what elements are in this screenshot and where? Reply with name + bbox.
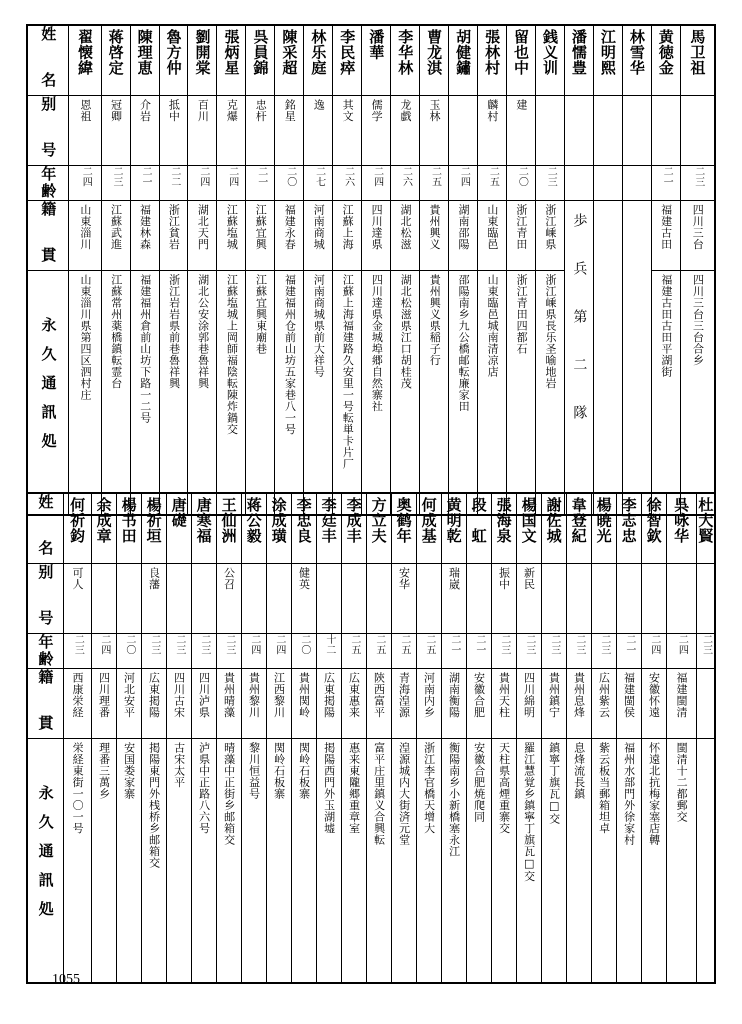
cell-name-b9: 李忠良 xyxy=(291,493,316,564)
cell-origin-b10: 広東掲陽 xyxy=(316,669,341,739)
cell-origin-5: 江蘇塩城 xyxy=(217,201,246,271)
cell-age-b5: 二三 xyxy=(191,634,216,669)
cell-age-5: 二四 xyxy=(217,166,246,201)
cell-address-6: 江蘇宜興東廟巷 xyxy=(246,271,275,515)
cell-alias-b16 xyxy=(466,564,491,634)
cell-origin-b2: 河北安平 xyxy=(116,669,141,739)
cell-name-4: 劉開棠 xyxy=(188,25,217,96)
cell-address-3: 浙江岩岩県前巷魯祥興 xyxy=(159,271,188,515)
cell-name-11: 李华林 xyxy=(391,25,420,96)
cell-age-2: 二一 xyxy=(130,166,159,201)
cell-name-b0: 何祈鈞 xyxy=(63,493,91,564)
cell-address-b18: 羅江慧覚乡鎮寧丁旗瓦□交 xyxy=(516,739,541,983)
header-origin: 籍 貫 xyxy=(27,669,63,739)
header-alias: 别 号 xyxy=(27,564,63,634)
cell-age-b24: 二四 xyxy=(666,634,696,669)
cell-name-14: 張林村 xyxy=(478,25,507,96)
cell-address-2: 福建福州倉前山坊下路一二号 xyxy=(130,271,159,515)
cell-address-21: 四川三台三台合乡 xyxy=(680,271,715,515)
cell-alias-10: 儒学 xyxy=(362,96,391,166)
cell-name-b6: 王仙洲 xyxy=(216,493,241,564)
cell-address-b20: 息烽流長鎮 xyxy=(566,739,591,983)
cell-origin-8: 河南商城 xyxy=(304,201,333,271)
table-row-address xyxy=(27,739,715,983)
cell-address-20: 福建古田古田平湖街 xyxy=(651,271,680,515)
cell-origin-b3: 広東掲陽 xyxy=(141,669,166,739)
cell-origin-b11: 広東惠来 xyxy=(341,669,366,739)
cell-age-b21: 二三 xyxy=(591,634,616,669)
cell-address-14: 山東臨邑城南清凉店 xyxy=(478,271,507,515)
cell-address-b0: 栄経東街一〇一号 xyxy=(63,739,91,983)
cell-age-16: 二三 xyxy=(535,166,564,201)
cell-age-b2: 二〇 xyxy=(116,634,141,669)
cell-origin-b12: 陝西富平 xyxy=(366,669,391,739)
cell-age-9: 二六 xyxy=(333,166,362,201)
cell-address-8: 河南商城県前大祥号 xyxy=(304,271,333,515)
header-origin: 籍 貫 xyxy=(27,201,69,271)
cell-alias-4: 百川 xyxy=(188,96,217,166)
cell-name-12: 曹龙淇 xyxy=(420,25,449,96)
cell-alias-12: 玉林 xyxy=(420,96,449,166)
cell-origin-21: 四川三台 xyxy=(680,201,715,271)
cell-address-b5: 泸県中正路八六号 xyxy=(191,739,216,983)
cell-name-3: 魯方仲 xyxy=(159,25,188,96)
cell-name-b19: 謝佐城 xyxy=(541,493,566,564)
cell-address-b9: 関岭石板寨 xyxy=(291,739,316,983)
cell-alias-7: 銘星 xyxy=(275,96,304,166)
cell-origin-b25 xyxy=(696,669,715,739)
cell-age-b7: 二四 xyxy=(241,634,266,669)
cell-address-b24: 閩清十二都郵交 xyxy=(666,739,696,983)
cell-origin-2: 福建林森 xyxy=(130,201,159,271)
cell-name-b8: 涂成璜 xyxy=(266,493,291,564)
cell-origin-b22: 福建閩侯 xyxy=(616,669,641,739)
cell-age-12: 二五 xyxy=(420,166,449,201)
header-name: 姓 名 xyxy=(27,25,69,96)
table-row-age xyxy=(27,634,715,669)
cell-address-b2: 安国娄家寨 xyxy=(116,739,141,983)
cell-alias-15: 建 xyxy=(506,96,535,166)
cell-origin-b4: 四川古宋 xyxy=(166,669,191,739)
cell-origin-b7: 貴州黎川 xyxy=(241,669,266,739)
cell-origin-15: 浙江青田 xyxy=(506,201,535,271)
table-row-alias xyxy=(27,96,715,166)
merged-unit-note-17: 歩 兵 第 二 隊 xyxy=(564,201,593,515)
cell-name-b24: 呉咏华 xyxy=(666,493,696,564)
cell-alias-14: 麟村 xyxy=(478,96,507,166)
cell-name-21: 馬卫祖 xyxy=(680,25,715,96)
cell-address-b12: 富平庄里鎮义合興転 xyxy=(366,739,391,983)
cell-address-9: 江蘇上海福建路久安里一号転単卡片厂 xyxy=(333,271,362,515)
cell-alias-b7 xyxy=(241,564,266,634)
cell-origin-3: 浙江貧岩 xyxy=(159,201,188,271)
cell-name-b22: 李志忠 xyxy=(616,493,641,564)
table-row-age xyxy=(27,166,715,201)
cell-origin-b24: 福建閩清 xyxy=(666,669,696,739)
cell-age-b0: 二三 xyxy=(63,634,91,669)
cell-name-b1: 余成章 xyxy=(91,493,116,564)
cell-origin-b5: 四川泸県 xyxy=(191,669,216,739)
cell-origin-12: 貴州興义 xyxy=(420,201,449,271)
table-row-origin xyxy=(27,669,715,739)
cell-origin-0: 山東淄川 xyxy=(69,201,101,271)
cell-age-21: 二三 xyxy=(680,166,715,201)
table-row-alias xyxy=(27,564,715,634)
header-address: 永久通訊処 xyxy=(27,271,69,515)
cell-alias-9: 其文 xyxy=(333,96,362,166)
cell-age-18 xyxy=(593,166,622,201)
cell-age-b19: 二三 xyxy=(541,634,566,669)
header-age: 年齢 xyxy=(27,634,63,669)
cell-name-10: 潘華 xyxy=(362,25,391,96)
cell-origin-14: 山東臨邑 xyxy=(478,201,507,271)
cell-address-4: 湖北公安涂郭巷魯祥興 xyxy=(188,271,217,515)
cell-alias-b6: 公召 xyxy=(216,564,241,634)
cell-alias-b9: 健英 xyxy=(291,564,316,634)
cell-alias-b8 xyxy=(266,564,291,634)
cell-address-15: 浙江青田四都石 xyxy=(506,271,535,515)
cell-age-0: 二四 xyxy=(69,166,101,201)
cell-age-b14: 二五 xyxy=(416,634,441,669)
cell-origin-4: 湖北天門 xyxy=(188,201,217,271)
cell-name-b11: 李成丰 xyxy=(341,493,366,564)
cell-age-7: 二〇 xyxy=(275,166,304,201)
cell-name-2: 陳理恵 xyxy=(130,25,159,96)
table-row-name xyxy=(27,493,715,564)
cell-age-b6: 二三 xyxy=(216,634,241,669)
cell-name-b4: 唐礎 xyxy=(166,493,191,564)
cell-alias-b21 xyxy=(591,564,616,634)
cell-alias-b1 xyxy=(91,564,116,634)
header-alias: 别 号 xyxy=(27,96,69,166)
cell-alias-b25 xyxy=(696,564,715,634)
cell-address-b7: 黎川恒益号 xyxy=(241,739,266,983)
cell-name-0: 翟懐緯 xyxy=(69,25,101,96)
cell-name-b17: 張海泉 xyxy=(491,493,516,564)
cell-alias-b19 xyxy=(541,564,566,634)
cell-name-5: 張炳星 xyxy=(217,25,246,96)
header-address: 永久通訊処 xyxy=(27,739,63,983)
cell-address-5: 江蘇塩城上岡師福陰転陳炸鍋交 xyxy=(217,271,246,515)
cell-age-8: 二七 xyxy=(304,166,333,201)
page-number: 1055 xyxy=(52,972,80,987)
cell-address-b4: 古宋太平 xyxy=(166,739,191,983)
cell-origin-b18: 四川綿明 xyxy=(516,669,541,739)
cell-age-b18: 二三 xyxy=(516,634,541,669)
cell-address-b11: 惠来東隴郷重章室 xyxy=(341,739,366,983)
cell-name-19: 林雪华 xyxy=(622,25,651,96)
cell-alias-1: 冠卿 xyxy=(101,96,130,166)
cell-age-b9: 二〇 xyxy=(291,634,316,669)
cell-address-b17: 天柱県高煙重寨交 xyxy=(491,739,516,983)
cell-origin-b19: 貴州鎮宁 xyxy=(541,669,566,739)
cell-address-b10: 掲陽西門外玉湖墟 xyxy=(316,739,341,983)
header-name: 姓 名 xyxy=(27,493,63,564)
cell-name-b20: 韋登紀 xyxy=(566,493,591,564)
cell-alias-13 xyxy=(449,96,478,166)
cell-age-19 xyxy=(622,166,651,201)
cell-address-b22: 福州水部門外徐家村 xyxy=(616,739,641,983)
cell-age-b22: 二一 xyxy=(616,634,641,669)
cell-name-16: 銭义训 xyxy=(535,25,564,96)
cell-name-9: 李民瘁 xyxy=(333,25,362,96)
cell-origin-20: 福建古田 xyxy=(651,201,680,271)
cell-alias-b24 xyxy=(666,564,696,634)
cell-name-18: 江明熙 xyxy=(593,25,622,96)
cell-alias-b5 xyxy=(191,564,216,634)
cell-alias-20 xyxy=(651,96,680,166)
cell-origin-11: 湖北松滋 xyxy=(391,201,420,271)
cell-name-b23: 徐智欽 xyxy=(641,493,666,564)
cell-address-b19: 鎮寧丁旗瓦□交 xyxy=(541,739,566,983)
cell-alias-5: 克爆 xyxy=(217,96,246,166)
cell-alias-6: 忠杆 xyxy=(246,96,275,166)
cell-age-1: 二三 xyxy=(101,166,130,201)
cell-age-b11: 二五 xyxy=(341,634,366,669)
cell-origin-9: 江蘇上海 xyxy=(333,201,362,271)
cell-name-b21: 楊暁光 xyxy=(591,493,616,564)
cell-name-20: 黄徳金 xyxy=(651,25,680,96)
cell-origin-b1: 四川理番 xyxy=(91,669,116,739)
cell-name-17: 潘懦豊 xyxy=(564,25,593,96)
cell-address-b13: 湟源城内大街済元堂 xyxy=(391,739,416,983)
cell-origin-b16: 安徽合肥 xyxy=(466,669,491,739)
table-row-name xyxy=(27,25,715,96)
cell-name-8: 林乐庭 xyxy=(304,25,333,96)
cell-origin-6: 江蘇宜興 xyxy=(246,201,275,271)
cell-address-b8: 関岭石板寨 xyxy=(266,739,291,983)
cell-age-15: 二〇 xyxy=(506,166,535,201)
cell-alias-b23 xyxy=(641,564,666,634)
cell-address-16: 浙江嵊県長乐圣喻地岩 xyxy=(535,271,564,515)
cell-age-11: 二六 xyxy=(391,166,420,201)
cell-address-b1: 理番三萬乡 xyxy=(91,739,116,983)
cell-address-1: 江蘇常州薬橋鎮転霊台 xyxy=(101,271,130,515)
cell-name-b12: 方立夫 xyxy=(366,493,391,564)
cell-age-13: 二四 xyxy=(449,166,478,201)
cell-address-b16: 安徽合肥焼爬同 xyxy=(466,739,491,983)
cell-alias-b13: 安华 xyxy=(391,564,416,634)
cell-origin-b23: 安徽怀遠 xyxy=(641,669,666,739)
cell-origin-b15: 湖南衡陽 xyxy=(441,669,466,739)
merged-blank-19 xyxy=(622,201,651,515)
cell-address-b14: 浙江李官橋天增大 xyxy=(416,739,441,983)
cell-address-b6: 晴藻中正街乡邮箱交 xyxy=(216,739,241,983)
cell-age-14: 二五 xyxy=(478,166,507,201)
cell-alias-b14 xyxy=(416,564,441,634)
cell-name-7: 陳采超 xyxy=(275,25,304,96)
cell-origin-b21: 広州紫云 xyxy=(591,669,616,739)
cell-alias-b17: 振中 xyxy=(491,564,516,634)
cell-age-20: 二一 xyxy=(651,166,680,201)
roster-table-top xyxy=(26,24,716,516)
cell-origin-1: 江蘇武進 xyxy=(101,201,130,271)
cell-alias-17 xyxy=(564,96,593,166)
cell-age-b20: 二三 xyxy=(566,634,591,669)
cell-alias-b11 xyxy=(341,564,366,634)
cell-address-b21: 紫云板当郵箱坦卓 xyxy=(591,739,616,983)
cell-age-b12: 二五 xyxy=(366,634,391,669)
table-row-origin xyxy=(27,201,715,271)
cell-age-10: 二四 xyxy=(362,166,391,201)
cell-address-b25 xyxy=(696,739,715,983)
cell-name-b13: 奥鹤年 xyxy=(391,493,416,564)
cell-address-0: 山東淄川県第四区泗村庄 xyxy=(69,271,101,515)
cell-alias-b22 xyxy=(616,564,641,634)
cell-age-4: 二四 xyxy=(188,166,217,201)
cell-alias-b2 xyxy=(116,564,141,634)
cell-origin-16: 浙江嵊県 xyxy=(535,201,564,271)
cell-name-b15: 黄明乾 xyxy=(441,493,466,564)
cell-alias-2: 介岩 xyxy=(130,96,159,166)
cell-origin-10: 四川達県 xyxy=(362,201,391,271)
cell-origin-b17: 貴州天柱 xyxy=(491,669,516,739)
cell-origin-b13: 青海湟源 xyxy=(391,669,416,739)
cell-origin-b8: 江西黎川 xyxy=(266,669,291,739)
cell-age-3: 二二 xyxy=(159,166,188,201)
cell-name-b18: 楊国文 xyxy=(516,493,541,564)
cell-name-b25: 杜大賢 xyxy=(696,493,715,564)
cell-address-11: 湖北松滋県江口胡桂茂 xyxy=(391,271,420,515)
cell-name-b5: 唐寒福 xyxy=(191,493,216,564)
cell-alias-b0: 可人 xyxy=(63,564,91,634)
cell-age-b4: 二三 xyxy=(166,634,191,669)
cell-name-b14: 何成基 xyxy=(416,493,441,564)
cell-alias-b10 xyxy=(316,564,341,634)
cell-age-6: 二一 xyxy=(246,166,275,201)
cell-name-15: 留也中 xyxy=(506,25,535,96)
cell-origin-b20: 貴州息烽 xyxy=(566,669,591,739)
cell-age-b10: 十二 xyxy=(316,634,341,669)
cell-name-b2: 楊书田 xyxy=(116,493,141,564)
cell-alias-b15: 瑞崴 xyxy=(441,564,466,634)
cell-alias-21 xyxy=(680,96,715,166)
cell-alias-19 xyxy=(622,96,651,166)
cell-age-b15: 二一 xyxy=(441,634,466,669)
cell-alias-b18: 新民 xyxy=(516,564,541,634)
cell-age-b16: 二一 xyxy=(466,634,491,669)
cell-alias-16 xyxy=(535,96,564,166)
cell-address-12: 貴州興义県稲子行 xyxy=(420,271,449,515)
cell-age-b17: 二三 xyxy=(491,634,516,669)
cell-alias-b12 xyxy=(366,564,391,634)
cell-name-13: 胡健鏽 xyxy=(449,25,478,96)
cell-name-b7: 蒋公毅 xyxy=(241,493,266,564)
cell-address-10: 四川達県金城埠郷自然寨社 xyxy=(362,271,391,515)
cell-name-1: 蒋啓定 xyxy=(101,25,130,96)
cell-origin-b14: 河南内乡 xyxy=(416,669,441,739)
cell-address-b15: 衡陽南乡小新橋塞永江 xyxy=(441,739,466,983)
cell-origin-7: 福建永春 xyxy=(275,201,304,271)
cell-name-b10: 李廷丰 xyxy=(316,493,341,564)
cell-alias-b3: 良藩 xyxy=(141,564,166,634)
cell-name-b16: 段 虹 xyxy=(466,493,491,564)
cell-name-6: 呉員錦 xyxy=(246,25,275,96)
merged-blank-18 xyxy=(593,201,622,515)
cell-origin-b0: 西康栄経 xyxy=(63,669,91,739)
cell-age-b8: 二四 xyxy=(266,634,291,669)
cell-address-7: 福建福州仓前山坊五家巷八一号 xyxy=(275,271,304,515)
cell-alias-b20 xyxy=(566,564,591,634)
cell-alias-3: 抵中 xyxy=(159,96,188,166)
cell-origin-13: 湖南邵陽 xyxy=(449,201,478,271)
cell-age-b25: 二三 xyxy=(696,634,715,669)
cell-alias-11: 龙戯 xyxy=(391,96,420,166)
cell-age-b23: 二四 xyxy=(641,634,666,669)
cell-age-17 xyxy=(564,166,593,201)
cell-age-b1: 二四 xyxy=(91,634,116,669)
cell-origin-b6: 貴州晴藻 xyxy=(216,669,241,739)
cell-alias-8: 逸 xyxy=(304,96,333,166)
cell-age-b3: 二三 xyxy=(141,634,166,669)
cell-age-b13: 二五 xyxy=(391,634,416,669)
header-age: 年齢 xyxy=(27,166,69,201)
cell-alias-b4 xyxy=(166,564,191,634)
cell-address-b3: 掲陽東門外桟桥乡邮箱交 xyxy=(141,739,166,983)
cell-alias-18 xyxy=(593,96,622,166)
roster-table-bottom xyxy=(26,492,716,984)
cell-origin-b9: 貴州関岭 xyxy=(291,669,316,739)
cell-name-b3: 楊祈垣 xyxy=(141,493,166,564)
cell-address-13: 邵陽南乡九公橋邮転廉家田 xyxy=(449,271,478,515)
cell-alias-0: 恩祖 xyxy=(69,96,101,166)
cell-address-b23: 怀遠北抗梅家塞店轉 xyxy=(641,739,666,983)
